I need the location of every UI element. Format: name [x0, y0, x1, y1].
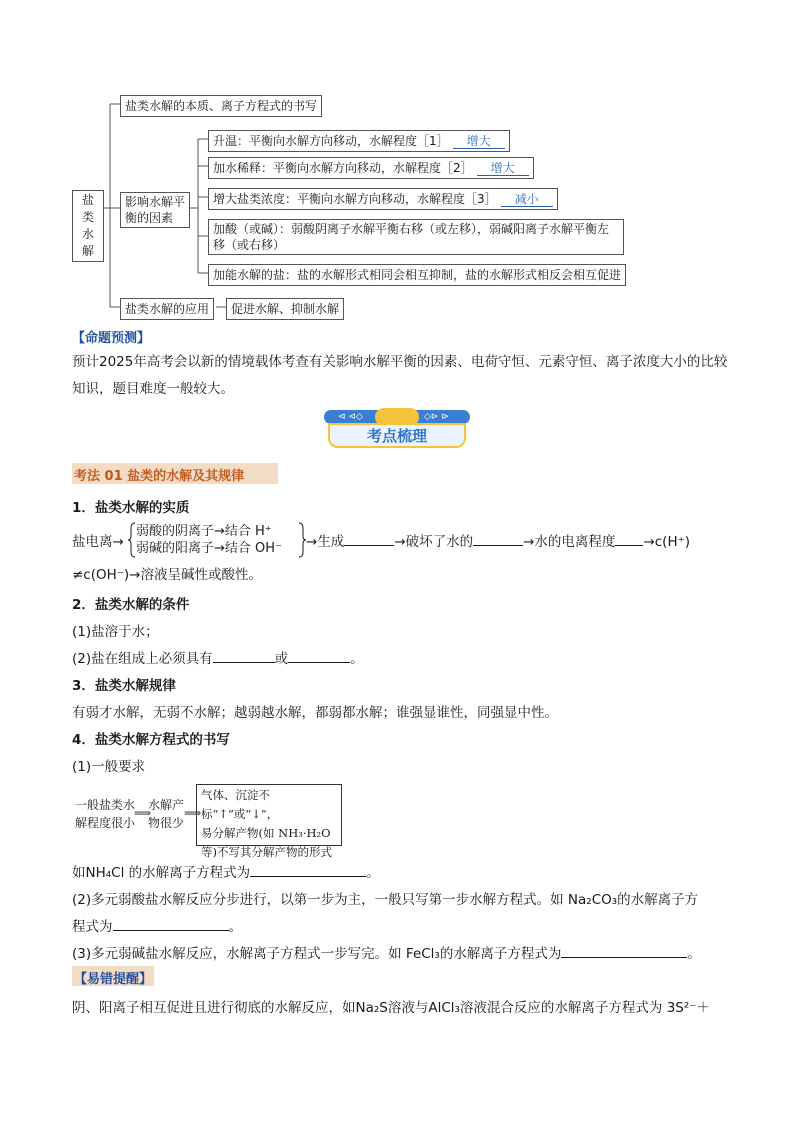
flow-result-line2: 易分解产物(如 NH₃·H₂O: [201, 826, 331, 840]
mind-map-root: 盐类水解: [72, 190, 104, 262]
application-leaf: 促进水解、抑制水解: [226, 298, 344, 320]
answer-2: 增大: [477, 161, 529, 176]
multi-acid-prefix: 程式为: [72, 919, 113, 935]
essence-chain: [306, 530, 690, 550]
blank-na2co3: [113, 917, 229, 931]
blank-fecl3: [561, 944, 687, 958]
multi-acid-line1: (2)多元弱酸盐水解反应分步进行，以第一步为主，一般只写第一步水解方程式。如 Na₂CO₃的水解离子方: [72, 892, 699, 908]
flow-result-line1: 气体、沉淀不标“↑”或“↓”，: [201, 788, 279, 821]
flow-arrow-1: ⟹: [134, 806, 152, 820]
tip-text: 阴、阳离子相互促进且进行彻底的水解反应，如Na₂S溶液与AlCl₃溶液混合反应的水解离子方程式为 3S²⁻＋: [72, 1000, 710, 1016]
section-tag: 考法 01 盐类的水解及其规律: [74, 469, 245, 484]
factor-acid-base: 加酸（或碱）：弱酸阴离子水解平衡右移（或左移），弱碱阳离子水解平衡左移（或右移）: [208, 219, 624, 255]
heading-rule: 3．盐类水解规律: [72, 678, 176, 694]
branch-factors: 影响水解平衡的因素: [120, 192, 190, 228]
condition-1: (1)盐溶于水；: [72, 624, 159, 640]
branch-nature: 盐类水解的本质、离子方程式的书写: [120, 95, 322, 117]
essence-line2: ≠c(OH⁻)→溶液呈碱性或酸性。: [72, 567, 262, 583]
flow-step-1-line1: 一般盐类水: [74, 798, 135, 812]
blank-product: [344, 532, 394, 546]
nh4cl-line: [72, 861, 380, 881]
essence-p1: →生成: [306, 534, 345, 550]
requirement-flow: [72, 784, 352, 859]
essence-bottom: 弱碱的阳离子→结合 OH⁻: [136, 541, 282, 556]
blank-nh4cl: [250, 863, 366, 877]
factor-hydrolysable-salt: 加能水解的盐：盐的水解形式相同会相互抑制，盐的水解形式相反会相互促进: [208, 264, 626, 286]
essence-line1: [72, 520, 732, 560]
essence-p4: →c(H⁺): [643, 534, 690, 550]
nh4cl-end: 。: [366, 865, 380, 881]
banner-left-arrows: ⊲ ⊲◇: [338, 412, 363, 422]
factor-heating: [208, 130, 510, 152]
essence-p2: →破坏了水的: [394, 534, 474, 550]
multi-base-line: [72, 942, 701, 962]
prediction-text: 预计2025年高考会以新的情境载体考查有关影响水解平衡的因素、电荷守恒、元素守恒、离子浓度大小的比较知识，题目难度一般较大。: [72, 354, 728, 397]
essence-p3: →水的电离程度: [523, 534, 616, 550]
right-brace-icon: [298, 522, 306, 558]
flow-step-2-line1: 水解产: [147, 798, 184, 812]
essence-start: 盐电离→: [72, 534, 124, 550]
essence-top: 弱酸的阴离子→结合 H⁺: [136, 524, 272, 539]
flow-step-2-line2: 物很少: [147, 816, 184, 830]
condition-2-c: 。: [350, 651, 364, 667]
rule-text: 有弱才水解，无弱不水解；越弱越水解，都弱都水解；谁强显谁性，同强显中性。: [72, 705, 558, 721]
heading-equation: 4．盐类水解方程式的书写: [72, 732, 230, 748]
flow-step-2: [146, 796, 186, 832]
prediction-tag: 【命题预测】: [72, 331, 151, 346]
blank-condition-a: [213, 649, 275, 663]
banner-right-arrows: ◇⊳ ⊳: [424, 412, 449, 422]
branch-application: 盐类水解的应用: [120, 298, 214, 320]
answer-3: 减小: [501, 192, 553, 207]
flow-step-1: [72, 796, 138, 832]
condition-2: [72, 647, 364, 667]
requirement-label: (1)一般要求: [72, 759, 146, 775]
blank-condition-b: [288, 649, 350, 663]
multi-acid-end: 。: [228, 919, 242, 935]
heading-essence: 1．盐类水解的实质: [72, 500, 190, 516]
tip-tag: 【易错提醒】: [74, 972, 153, 987]
blank-degree: [615, 532, 643, 546]
multi-acid-line2: [72, 915, 242, 935]
left-brace-icon: [128, 522, 136, 558]
heading-condition: 2．盐类水解的条件: [72, 597, 190, 613]
blank-water: [473, 532, 523, 546]
section-banner: [324, 408, 470, 448]
flow-step-1-line2: 解程度很小: [74, 816, 135, 830]
flow-arrow-2: ⟹: [184, 806, 202, 820]
condition-2-b: 或: [274, 651, 289, 667]
factor-text: 增大盐类浓度：平衡向水解方向移动，水解程度［3］: [213, 192, 497, 206]
condition-2-a: (2)盐在组成上必须具有: [72, 651, 213, 667]
flow-result-line3: 等)不写其分解产物的形式: [201, 845, 332, 859]
factor-text: 升温：平衡向水解方向移动，水解程度［1］: [213, 134, 449, 148]
factor-concentration: [208, 188, 558, 210]
multi-base-text: (3)多元弱碱盐水解反应，水解离子方程式一步写完。如 FeCl₃的水解离子方程式为: [72, 946, 562, 962]
flow-result-box: [196, 784, 342, 859]
answer-1: 增大: [453, 134, 505, 149]
nh4cl-text: 如NH₄Cl 的水解离子方程式为: [72, 865, 251, 881]
multi-base-end: 。: [687, 946, 701, 962]
mind-map: [0, 0, 794, 330]
factor-text: 加水稀释：平衡向水解方向移动，水解程度［2］: [213, 161, 473, 175]
factor-dilution: [208, 157, 534, 179]
banner-title: 考点梳理: [366, 427, 427, 445]
